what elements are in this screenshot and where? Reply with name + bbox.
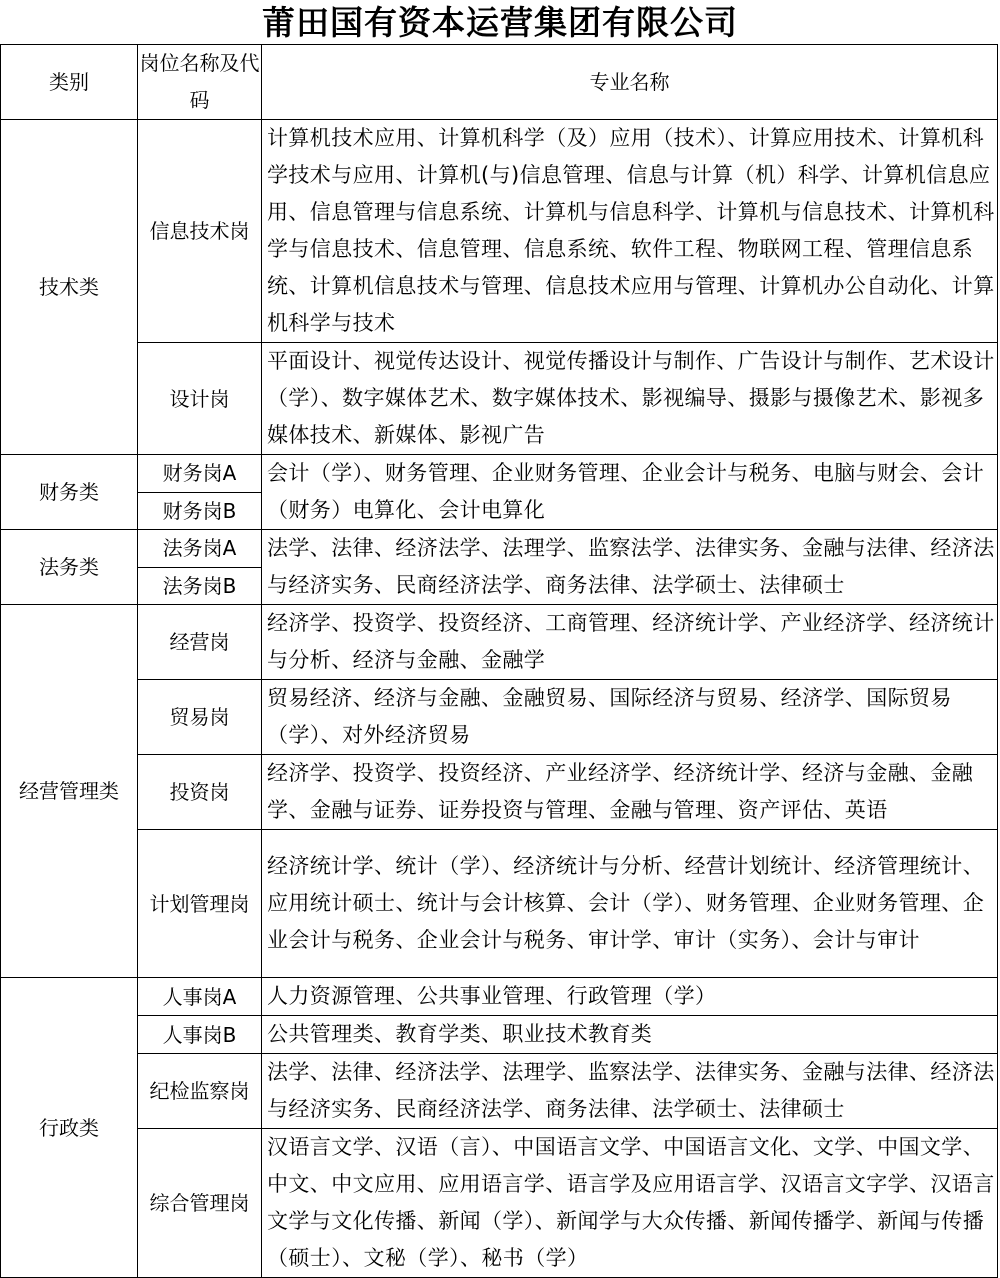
position-cell: 法务岗B xyxy=(138,567,262,605)
position-cell: 经营岗 xyxy=(138,605,262,680)
table-row xyxy=(1,755,998,830)
category-cell: 财务类 xyxy=(1,455,138,530)
table-row xyxy=(1,978,998,1016)
majors-cell: 平面设计、视觉传达设计、视觉传播设计与制作、广告设计与制作、艺术设计（学）、数字媒体艺术、数字媒体技术、影视编导、摄影与摄像艺术、影视多媒体技术、新媒体、影视广告 xyxy=(262,343,998,455)
majors-cell: 经济学、投资学、投资经济、产业经济学、经济统计学、经济与金融、金融学、金融与证券、证券投资与管理、金融与管理、资产评估、英语 xyxy=(262,755,998,830)
majors-table xyxy=(0,44,998,1278)
header-majors: 专业名称 xyxy=(262,45,998,120)
table-row xyxy=(1,605,998,680)
position-cell: 投资岗 xyxy=(138,755,262,830)
position-cell: 综合管理岗 xyxy=(138,1129,262,1278)
page-title: 莆田国有资本运营集团有限公司 xyxy=(262,3,738,42)
majors-cell: 经济统计学、统计（学）、经济统计与分析、经营计划统计、经济管理统计、应用统计硕士、统计与会计核算、会计（学）、财务管理、企业财务管理、企业会计与税务、企业会计与税务、审计学、审计（实务）、会计与审计 xyxy=(262,830,998,978)
position-cell: 人事岗B xyxy=(138,1016,262,1054)
position-cell: 计划管理岗 xyxy=(138,830,262,978)
header-position: 岗位名称及代码 xyxy=(138,45,262,120)
table-row xyxy=(1,1016,998,1054)
header-category: 类别 xyxy=(1,45,138,120)
position-cell: 纪检监察岗 xyxy=(138,1054,262,1129)
majors-cell: 法学、法律、经济法学、法理学、监察法学、法律实务、金融与法律、经济法与经济实务、民商经济法学、商务法律、法学硕士、法律硕士 xyxy=(262,1054,998,1129)
majors-cell: 计算机技术应用、计算机科学（及）应用（技术）、计算应用技术、计算机科学技术与应用、计算机(与)信息管理、信息与计算（机）科学、计算机信息应用、信息管理与信息系统、计算机与信息科学、计算机与信息技术、计算机科学与信息技术、信息管理、信息系统、软件工程、物联网工程、管理信息系统、计算机信息技术与管理、信息技术应用与管理、计算机办公自动化、计算机科学与技术 xyxy=(262,120,998,343)
table-row xyxy=(1,530,998,568)
position-cell: 人事岗A xyxy=(138,978,262,1016)
majors-cell: 汉语言文学、汉语（言）、中国语言文学、中国语言文化、文学、中国文学、中文、中文应用、应用语言学、语言学及应用语言学、汉语言文字学、汉语言文学与文化传播、新闻（学）、新闻学与大众传播、新闻传播学、新闻与传播（硕士）、文秘（学）、秘书（学） xyxy=(262,1129,998,1278)
category-cell: 行政类 xyxy=(1,978,138,1278)
majors-cell: 法学、法律、经济法学、法理学、监察法学、法律实务、金融与法律、经济法与经济实务、民商经济法学、商务法律、法学硕士、法律硕士 xyxy=(262,530,998,605)
position-cell: 法务岗A xyxy=(138,530,262,568)
majors-cell: 会计（学）、财务管理、企业财务管理、企业会计与税务、电脑与财会、会计（财务）电算化、会计电算化 xyxy=(262,455,998,530)
table-row xyxy=(1,343,998,455)
category-cell: 技术类 xyxy=(1,120,138,455)
header-row xyxy=(1,45,998,120)
table-row xyxy=(1,1054,998,1129)
category-cell: 法务类 xyxy=(1,530,138,605)
table-row xyxy=(1,455,998,493)
majors-cell: 经济学、投资学、投资经济、工商管理、经济统计学、产业经济学、经济统计与分析、经济与金融、金融学 xyxy=(262,605,998,680)
position-cell: 财务岗B xyxy=(138,492,262,530)
position-cell: 信息技术岗 xyxy=(138,120,262,343)
table-row xyxy=(1,830,998,978)
table-row xyxy=(1,120,998,343)
table-row xyxy=(1,1129,998,1278)
majors-cell: 公共管理类、教育学类、职业技术教育类 xyxy=(262,1016,998,1054)
majors-cell: 人力资源管理、公共事业管理、行政管理（学） xyxy=(262,978,998,1016)
majors-cell: 贸易经济、经济与金融、金融贸易、国际经济与贸易、经济学、国际贸易（学）、对外经济贸易 xyxy=(262,680,998,755)
position-cell: 贸易岗 xyxy=(138,680,262,755)
position-cell: 财务岗A xyxy=(138,455,262,493)
table-row xyxy=(1,680,998,755)
category-cell: 经营管理类 xyxy=(1,605,138,978)
position-cell: 设计岗 xyxy=(138,343,262,455)
